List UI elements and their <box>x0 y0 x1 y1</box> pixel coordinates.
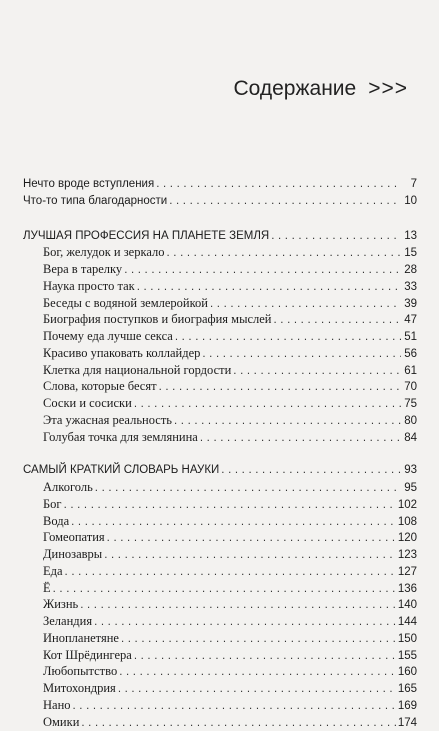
toc-leader <box>124 262 401 279</box>
toc-entry[interactable] <box>23 362 417 379</box>
toc-entry-title: Зеландия <box>23 613 92 630</box>
toc-entry-title: Эта ужасная реальность <box>23 412 172 429</box>
toc-entry[interactable] <box>23 697 417 714</box>
toc-entry-title: Гомеопатия <box>23 529 105 546</box>
toc-entry[interactable] <box>23 546 417 563</box>
toc-entry[interactable] <box>23 412 417 429</box>
toc-entry[interactable] <box>23 663 417 680</box>
toc-leader <box>64 497 396 514</box>
toc-leader <box>156 176 401 193</box>
toc-section-1[interactable] <box>23 228 417 245</box>
toc-entry-title: Жизнь <box>23 596 78 613</box>
toc-entry[interactable] <box>23 513 417 530</box>
toc-entry-page: 61 <box>403 363 417 380</box>
toc-entry-title: Голубая точка для землянина <box>23 429 198 446</box>
toc-entry-page: 160 <box>398 664 417 681</box>
toc-entry-title: Красиво упаковать коллайдер <box>23 345 200 362</box>
toc-leader <box>80 597 396 614</box>
toc-leader <box>118 681 396 698</box>
toc-entry-title: Инопланетяне <box>23 630 119 647</box>
toc-entry-page: 144 <box>398 614 417 631</box>
toc-leader <box>233 363 401 380</box>
toc-entry-page: 120 <box>398 530 417 547</box>
toc-entry-page: 169 <box>398 698 417 715</box>
toc-entry[interactable] <box>23 429 417 446</box>
toc-entry[interactable] <box>23 345 417 362</box>
toc-entry-page: 123 <box>398 547 417 564</box>
toc-section-page: 13 <box>403 228 417 245</box>
toc-leader <box>121 631 396 648</box>
contents-heading <box>0 77 408 101</box>
toc-entry-page: 155 <box>398 648 417 665</box>
toc-entry-page: 95 <box>403 480 417 497</box>
toc-entry-title: Алкоголь <box>23 479 93 496</box>
toc-entry[interactable] <box>23 563 417 580</box>
toc-entry-title: Вера в тарелку <box>23 261 122 278</box>
toc-leader <box>119 664 396 681</box>
toc-leader <box>169 193 401 210</box>
toc-entry[interactable] <box>23 479 417 496</box>
toc-entry-page: 7 <box>403 176 417 193</box>
toc-leader <box>200 430 401 447</box>
toc-entry-title: Бог <box>23 496 62 513</box>
toc-leader <box>202 346 401 363</box>
toc-entry-page: 39 <box>403 296 417 313</box>
toc-entry[interactable] <box>23 311 417 328</box>
toc-entry-page: 33 <box>403 279 417 296</box>
toc-entry-title: Еда <box>23 563 63 580</box>
toc-entry-page: 140 <box>398 597 417 614</box>
toc-section-2[interactable] <box>23 462 417 479</box>
toc-entry-page: 70 <box>403 379 417 396</box>
toc-entry-title: Митохондрия <box>23 680 116 697</box>
toc-entry-page: 136 <box>398 581 417 598</box>
toc-entry[interactable] <box>23 244 417 261</box>
toc-leader <box>174 413 401 430</box>
toc-entry-title: Кот Шрёдингера <box>23 647 132 664</box>
toc-leader <box>134 396 401 413</box>
toc-leader <box>159 379 401 396</box>
toc-leader <box>137 279 401 296</box>
toc-entry[interactable] <box>23 630 417 647</box>
toc-leader <box>73 698 396 715</box>
toc-section-title: САМЫЙ КРАТКИЙ СЛОВАРЬ НАУКИ <box>23 462 219 479</box>
toc-entry[interactable] <box>23 295 417 312</box>
toc-entry-page: 165 <box>398 681 417 698</box>
toc-leader <box>210 296 401 313</box>
toc-entry-title: Нечто вроде вступления <box>23 176 154 193</box>
toc-entry-title: Нано <box>23 697 71 714</box>
toc-entry[interactable] <box>23 647 417 664</box>
table-of-contents <box>23 176 417 730</box>
toc-entry-title: Динозавры <box>23 546 102 563</box>
toc-leader <box>134 648 396 665</box>
toc-leader <box>221 462 401 479</box>
toc-leader <box>81 715 395 731</box>
toc-entry[interactable] <box>23 261 417 278</box>
contents-title: Содержание <box>233 77 356 101</box>
toc-entry-page: 84 <box>403 430 417 447</box>
toc-entry-title: Что-то типа благодарности <box>23 193 167 210</box>
toc-entry-title: Клетка для национальной гордости <box>23 362 231 379</box>
toc-entry[interactable] <box>23 328 417 345</box>
toc-entry-title: Омики <box>23 714 79 731</box>
toc-leader <box>65 564 396 581</box>
toc-entry-title: Ё <box>23 580 51 597</box>
toc-entry-title: Наука просто так <box>23 278 135 295</box>
toc-leader <box>274 312 402 329</box>
toc-leader <box>71 514 396 531</box>
toc-entry-title: Биография поступков и биография мыслей <box>23 311 272 328</box>
toc-entry-page: 47 <box>403 312 417 329</box>
toc-entry-page: 51 <box>403 329 417 346</box>
toc-leader <box>107 530 396 547</box>
toc-entry-page: 127 <box>398 564 417 581</box>
toc-entry-title: Соски и сосиски <box>23 395 132 412</box>
toc-section-page: 93 <box>403 462 417 479</box>
toc-leader <box>104 547 396 564</box>
toc-entry-title: Беседы с водяной землеройкой <box>23 295 208 312</box>
toc-entry[interactable] <box>23 395 417 412</box>
toc-entry[interactable] <box>23 596 417 613</box>
toc-section-title: ЛУЧШАЯ ПРОФЕССИЯ НА ПЛАНЕТЕ ЗЕМЛЯ <box>23 228 269 245</box>
toc-entry-page: 56 <box>403 346 417 363</box>
toc-entry-page: 75 <box>403 396 417 413</box>
toc-entry-title: Бог, желудок и зеркало <box>23 244 165 261</box>
toc-entry[interactable] <box>23 529 417 546</box>
toc-entry[interactable] <box>23 714 417 731</box>
toc-leader <box>167 245 401 262</box>
toc-entry-intro[interactable] <box>23 176 417 193</box>
toc-leader <box>175 329 401 346</box>
toc-entry-page: 28 <box>403 262 417 279</box>
toc-entry-page: 80 <box>403 413 417 430</box>
toc-entry-page: 10 <box>403 193 417 210</box>
toc-entry[interactable] <box>23 613 417 630</box>
toc-entry-page: 102 <box>398 497 417 514</box>
toc-leader <box>271 228 401 245</box>
toc-leader <box>95 480 401 497</box>
toc-entry-page: 150 <box>398 631 417 648</box>
toc-entry[interactable] <box>23 580 417 597</box>
toc-entry-title: Вода <box>23 513 69 530</box>
toc-entry-title: Любопытство <box>23 663 117 680</box>
toc-entry-title: Почему еда лучше секса <box>23 328 173 345</box>
toc-leader <box>53 581 396 598</box>
toc-entry-page: 15 <box>403 245 417 262</box>
toc-entry[interactable] <box>23 378 417 395</box>
toc-entry-page: 108 <box>398 514 417 531</box>
toc-entry-title: Слова, которые бесят <box>23 378 157 395</box>
toc-entry-thanks[interactable] <box>23 193 417 210</box>
toc-entry[interactable] <box>23 496 417 513</box>
toc-entry[interactable] <box>23 680 417 697</box>
toc-leader <box>94 614 396 631</box>
toc-entry[interactable] <box>23 278 417 295</box>
toc-entry-page: 174 <box>398 715 417 731</box>
contents-arrows: >>> <box>368 77 408 101</box>
